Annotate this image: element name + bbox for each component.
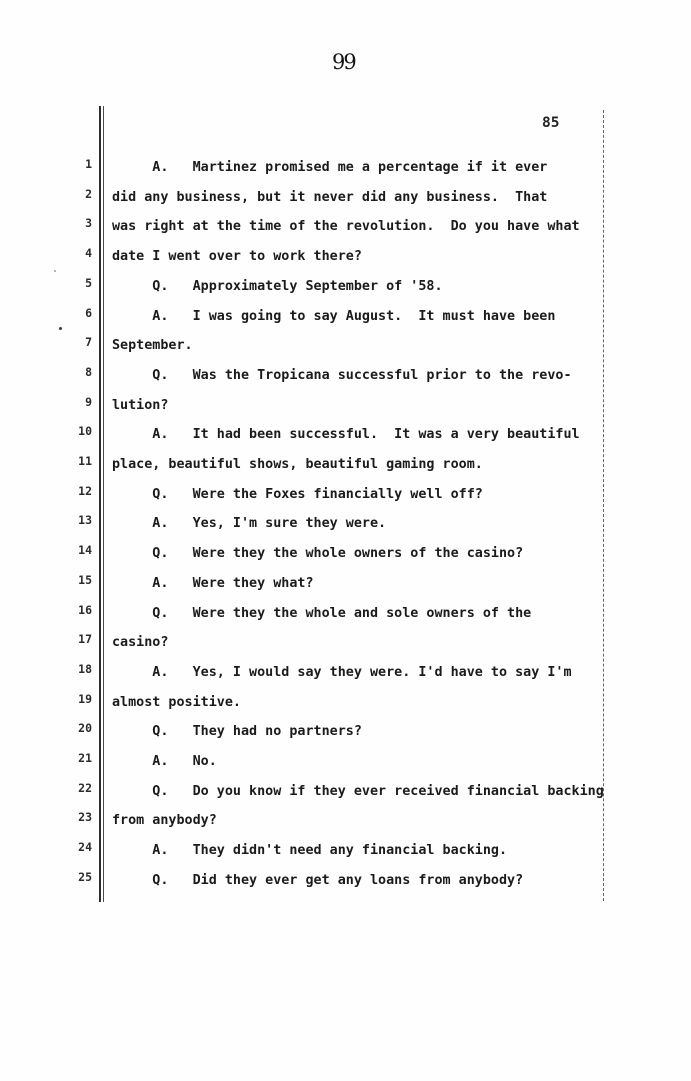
line-number: 20 [78,721,92,736]
left-margin-rule [99,106,104,902]
line-text: A. Yes, I would say they were. I'd have to say I'm [112,664,572,680]
line-number: 3 [85,216,92,231]
sheet-page-number: 99 [332,50,355,74]
transcript-line [78,572,617,602]
line-text: A. Were they what? [112,575,314,591]
line-number: 1 [85,157,92,171]
transcript-line [78,720,617,750]
line-text: A. It had been successful. It was a very beautiful [112,427,580,443]
line-number: 9 [85,394,92,409]
line-text: almost positive. [112,694,241,710]
transcript-page-number: 85 [542,115,560,131]
line-number: 15 [78,572,92,587]
transcript-line [78,661,617,691]
transcript-line [78,453,617,483]
transcript-line [78,869,617,899]
transcript-line [85,156,617,186]
line-text: Q. They had no partners? [112,724,362,740]
transcript-line [85,215,617,245]
line-number: 23 [78,810,92,825]
line-text: A. Martinez promised me a percentage if it ever [112,160,548,175]
transcript-line [85,394,617,424]
line-text: casino? [112,635,169,651]
line-number: 22 [78,780,92,795]
transcript-line [78,809,617,839]
line-number: 8 [85,364,92,379]
line-number: 21 [78,751,92,765]
transcript-line [85,334,617,364]
line-number: 16 [78,602,92,617]
transcript-line [85,245,617,275]
line-text: Q. Were they the whole and sole owners of the [112,605,532,621]
transcript-body [78,156,617,918]
transcript-line [78,780,617,810]
transcript-line [78,512,617,542]
transcript-line [85,186,617,216]
line-number: 12 [78,483,92,498]
transcript-line [78,691,617,721]
line-text: Q. Were they the whole owners of the casino? [112,546,524,562]
line-text: was right at the time of the revolution. Do you have what [112,219,580,235]
line-number: 14 [78,543,92,558]
transcript-line [85,305,617,335]
line-text: did any business, but it never did any business. That [112,189,548,205]
line-number: 2 [85,186,92,201]
line-text: A. Yes, I'm sure they were. [112,516,387,532]
line-number: 10 [78,424,92,439]
line-number: 19 [78,691,92,706]
line-number: 6 [85,305,92,320]
line-text: A. No. [112,754,217,769]
transcript-line [85,275,617,305]
transcript-line [78,839,617,869]
line-text: Q. Approximately September of '58. [112,278,443,294]
line-text: date I went over to work there? [112,249,362,265]
line-number: 13 [78,513,92,528]
line-number: 7 [85,335,92,350]
transcript-line [78,631,617,661]
line-text: place, beautiful shows, beautiful gaming room. [112,457,483,472]
line-number: 11 [78,454,92,468]
line-text: September. [112,338,193,354]
line-text: Q. Did they ever get any loans from anybody? [112,872,524,888]
transcript-line [78,602,617,632]
line-text: Q. Was the Tropicana successful prior to the revo- [112,367,572,383]
line-text: Q. Do you know if they ever received financial backing [112,783,604,799]
line-number: 24 [78,840,92,855]
line-number: 25 [78,869,92,884]
transcript-line [78,542,617,572]
line-number: 5 [85,275,92,290]
transcript-line [78,750,617,780]
scan-speck [59,327,62,330]
line-number: 17 [78,632,92,647]
line-text: lution? [112,397,169,413]
transcript-line [78,483,617,513]
line-text: from anybody? [112,813,217,829]
line-number: 4 [85,246,92,261]
transcript-line [78,423,617,453]
scan-speck [54,270,56,272]
line-text: A. They didn't need any financial backing. [112,843,508,859]
line-text: Q. Were the Foxes financially well off? [112,486,483,502]
line-text: A. I was going to say August. It must have been [112,308,556,324]
transcript-line [85,364,617,394]
line-number: 18 [78,661,92,676]
